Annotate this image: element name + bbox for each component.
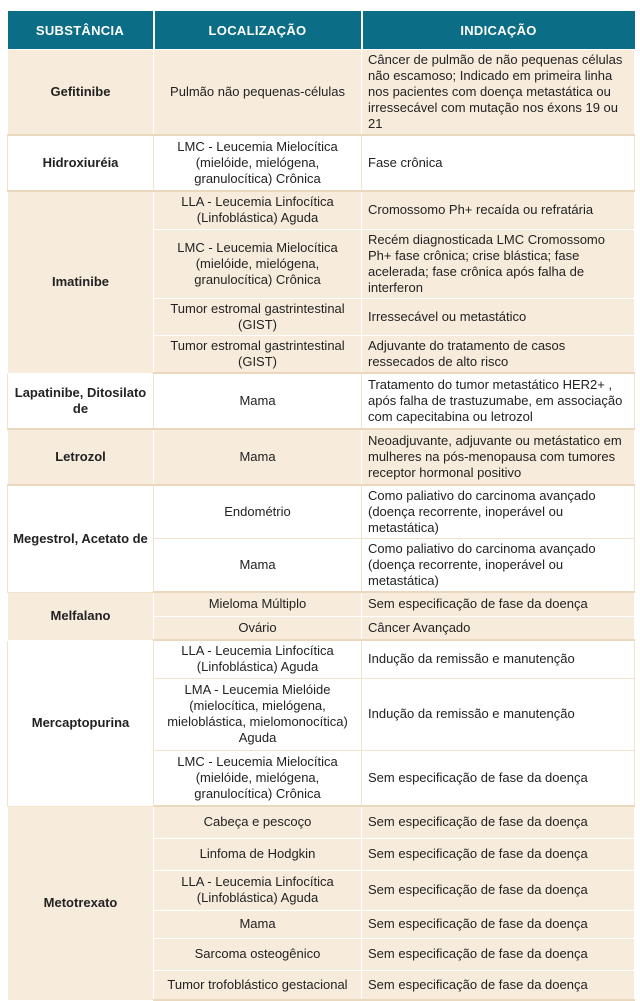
location-cell: Tumor trofoblástico gestacional (154, 970, 362, 1000)
location-cell: Endométrio (154, 485, 362, 539)
table-row (8, 50, 635, 136)
table-row (8, 373, 635, 429)
table-row (8, 485, 635, 539)
indication-cell: Sem especificação de fase da doença (362, 970, 635, 1000)
location-cell: Mama (154, 429, 362, 485)
indication-cell: Irressecável ou metastático (362, 298, 635, 335)
indication-cell: Sem especificação de fase da doença (362, 870, 635, 910)
substance-cell: Megestrol, Acetato de (8, 485, 154, 592)
substance-cell: Melfalano (8, 592, 154, 640)
location-cell: LMC - Leucemia Mielocítica (mielóide, mielógena, granulocítica) Crônica (154, 750, 362, 806)
location-cell: LLA - Leucemia Linfocítica (Linfoblástica) Aguda (154, 870, 362, 910)
table-row (8, 806, 635, 838)
location-cell: Cabeça e pescoço (154, 806, 362, 838)
indication-cell: Sem especificação de fase da doença (362, 910, 635, 938)
location-cell: Mieloma Múltiplo (154, 592, 362, 616)
table-row (8, 429, 635, 485)
substance-cell: Letrozol (8, 429, 154, 485)
indication-cell: Cromossomo Ph+ recaída ou refratária (362, 191, 635, 229)
location-cell: Tumor estromal gastrintestinal (GIST) (154, 298, 362, 335)
location-cell: Pulmão não pequenas-células (154, 50, 362, 136)
location-cell: LLA - Leucemia Linfocítica (Linfoblástica) Aguda (154, 640, 362, 678)
substance-cell: Lapatinibe, Ditosilato de (8, 373, 154, 429)
indication-cell: Indução da remissão e manutenção (362, 640, 635, 678)
indication-cell: Neoadjuvante, adjuvante ou metástatico em mulheres na pós-menopausa com tumores receptor hormonal positivo (362, 429, 635, 485)
location-cell: LMC - Leucemia Mielocítica (mielóide, mielógena, granulocítica) Crônica (154, 229, 362, 298)
header-localizacao: LOCALIZAÇÃO (154, 11, 362, 50)
indication-cell: Sem especificação de fase da doença (362, 592, 635, 616)
substance-cell: Hidroxiuréia (8, 135, 154, 191)
location-cell: Tumor estromal gastrintestinal (GIST) (154, 335, 362, 373)
table-row (8, 135, 635, 191)
location-cell: Sarcoma osteogênico (154, 938, 362, 970)
indication-cell: Tratamento do tumor metastático HER2+ , após falha de trastuzumabe, em associação com capecitabina ou letrozol (362, 373, 635, 429)
table-row (8, 640, 635, 678)
drug-table-container (7, 11, 634, 1001)
indication-cell: Indução da remissão e manutenção (362, 678, 635, 750)
table-row (8, 592, 635, 616)
indication-cell: Sem especificação de fase da doença (362, 750, 635, 806)
location-cell: LMC - Leucemia Mielocítica (mielóide, mielógena, granulocítica) Crônica (154, 135, 362, 191)
indication-cell: Adjuvante do tratamento de casos ressecados de alto risco (362, 335, 635, 373)
location-cell: Mama (154, 539, 362, 593)
location-cell: Mama (154, 373, 362, 429)
location-cell: Mama (154, 910, 362, 938)
substance-cell: Metotrexato (8, 806, 154, 1000)
substance-cell: Mercaptopurina (8, 640, 154, 806)
indication-cell: Como paliativo do carcinoma avançado (doença recorrente, inoperável ou metastática) (362, 539, 635, 593)
location-cell: Ovário (154, 616, 362, 640)
substance-cell: Gefitinibe (8, 50, 154, 136)
indication-cell: Sem especificação de fase da doença (362, 838, 635, 870)
header-substancia: SUBSTÂNCIA (8, 11, 154, 50)
indication-cell: Sem especificação de fase da doença (362, 938, 635, 970)
indication-cell: Câncer Avançado (362, 616, 635, 640)
table-header-row (8, 11, 635, 50)
indication-cell: Câncer de pulmão de não pequenas células não escamoso; Indicado em primeira linha nos pacientes com doença metastática ou irressecável com mutação nos éxons 19 ou 21 (362, 50, 635, 136)
indication-cell: Recém diagnosticada LMC Cromossomo Ph+ fase crônica; crise blástica; fase acelerada; fase crônica após falha de interferon (362, 229, 635, 298)
location-cell: LMA - Leucemia Mielóide (mielocítica, mielógena, mieloblástica, mielomonocítica) Aguda (154, 678, 362, 750)
header-indicacao: INDICAÇÃO (362, 11, 635, 50)
location-cell: LLA - Leucemia Linfocítica (Linfoblástica) Aguda (154, 191, 362, 229)
indication-cell: Sem especificação de fase da doença (362, 806, 635, 838)
location-cell: Linfoma de Hodgkin (154, 838, 362, 870)
table-row (8, 191, 635, 229)
indication-cell: Como paliativo do carcinoma avançado (doença recorrente, inoperável ou metastática) (362, 485, 635, 539)
drug-indication-table (7, 11, 635, 1001)
table-body (8, 50, 635, 1001)
substance-cell: Imatinibe (8, 191, 154, 373)
indication-cell: Fase crônica (362, 135, 635, 191)
